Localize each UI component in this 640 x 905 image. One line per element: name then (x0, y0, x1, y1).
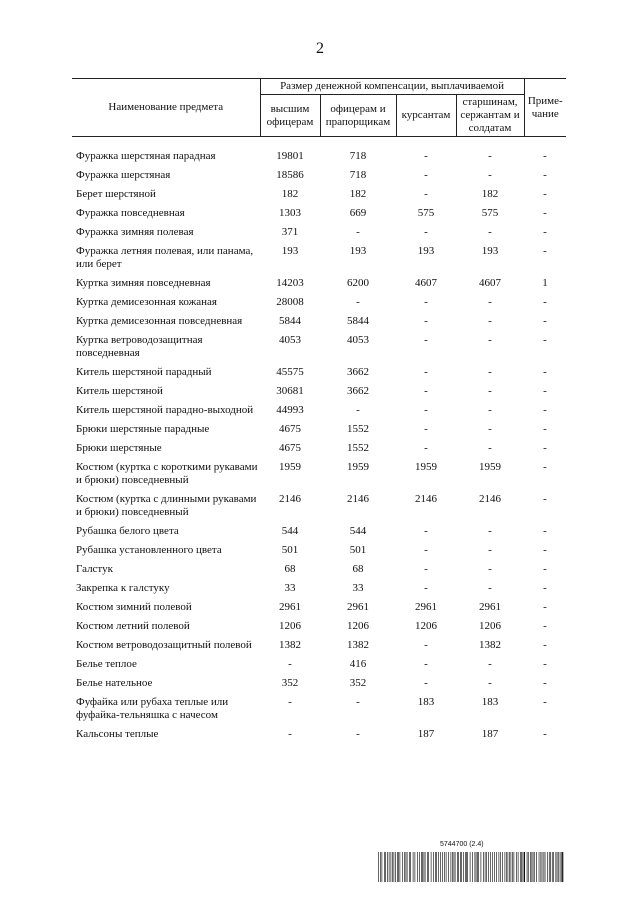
cadets-cell: - (424, 296, 428, 308)
cadets-cell: - (424, 188, 428, 200)
senior-officers-cell: 352 (281, 677, 299, 689)
item-name-cell: Китель шерстяной (76, 385, 163, 397)
note-cell: - (543, 696, 547, 708)
table-row (72, 420, 566, 439)
note-cell: - (543, 461, 547, 473)
item-name-cell: Кальсоны теплые (76, 728, 159, 740)
header-note: Приме- чание (524, 79, 566, 137)
senior-officers-cell: 4675 (279, 442, 301, 454)
table-row (72, 674, 566, 693)
table-row (72, 522, 566, 541)
table-row (72, 382, 566, 401)
item-name-cell: Закрепка к галстуку (76, 582, 170, 594)
barcode-caption: 5744700 (2.4) (440, 841, 484, 848)
senior-officers-cell: 182 (281, 188, 299, 200)
cadets-cell: - (424, 582, 428, 594)
officers-cell: 5844 (347, 315, 369, 327)
header-officers: офицерам и прапорщикам (320, 95, 396, 137)
item-name-cell: Куртка демисезонная повседневная (76, 315, 243, 327)
item-name-cell: Костюм ветроводозащитный полевой (76, 639, 252, 651)
officers-cell: 4053 (347, 334, 369, 346)
senior-officers-cell: 45575 (276, 366, 304, 378)
cadets-cell: 575 (417, 207, 435, 219)
sergeants-cell: - (488, 226, 492, 238)
note-cell: - (543, 658, 547, 670)
officers-cell: 2961 (347, 601, 369, 613)
note-cell: - (543, 366, 547, 378)
cadets-cell: - (424, 423, 428, 435)
table-row (72, 312, 566, 331)
officers-cell: 33 (352, 582, 364, 594)
header-senior-officers: высшим офицерам (260, 95, 320, 137)
table-row (72, 293, 566, 312)
table-row (72, 185, 566, 204)
note-cell: - (543, 315, 547, 327)
sergeants-cell: - (488, 582, 492, 594)
item-name-cell: Фуфайка или рубаха теплые или фуфайка-тельняшка с начесом (76, 696, 229, 721)
cadets-cell: - (424, 525, 428, 537)
table-row (72, 223, 566, 242)
table-row (72, 541, 566, 560)
officers-cell: 544 (349, 525, 367, 537)
officers-cell: 6200 (347, 277, 369, 289)
cadets-cell: - (424, 658, 428, 670)
sergeants-cell: - (488, 423, 492, 435)
item-name-cell: Галстук (76, 563, 113, 575)
officers-cell: - (356, 728, 360, 740)
sergeants-cell: - (488, 658, 492, 670)
senior-officers-cell: 18586 (276, 169, 304, 181)
cadets-cell: - (424, 677, 428, 689)
note-cell: - (543, 544, 547, 556)
senior-officers-cell: - (288, 728, 292, 740)
sergeants-cell: - (488, 334, 492, 346)
cadets-cell: - (424, 366, 428, 378)
senior-officers-cell: 33 (284, 582, 296, 594)
note-cell: - (543, 385, 547, 397)
sergeants-cell: - (488, 544, 492, 556)
table-row (72, 579, 566, 598)
note-cell: - (543, 677, 547, 689)
officers-cell: - (356, 404, 360, 416)
note-cell: - (543, 728, 547, 740)
sergeants-cell: - (488, 366, 492, 378)
note-cell: - (543, 245, 547, 257)
item-name-cell: Белье нательное (76, 677, 153, 689)
table-row (72, 274, 566, 293)
sergeants-cell: 193 (481, 245, 499, 257)
sergeants-cell: - (488, 150, 492, 162)
note-cell: - (543, 169, 547, 181)
item-name-cell: Фуражка зимняя полевая (76, 226, 194, 238)
cadets-cell: 1206 (415, 620, 437, 632)
sergeants-cell: - (488, 525, 492, 537)
item-name-cell: Фуражка шерстяная (76, 169, 171, 181)
sergeants-cell: 1206 (479, 620, 501, 632)
compensation-table (72, 78, 566, 744)
sergeants-cell: - (488, 442, 492, 454)
note-cell: - (543, 150, 547, 162)
table-row (72, 490, 566, 522)
table-row (72, 401, 566, 420)
item-name-cell: Китель шерстяной парадный (76, 366, 212, 378)
officers-cell: 2146 (347, 493, 369, 505)
item-name-cell: Берет шерстяной (76, 188, 156, 200)
item-name-cell: Китель шерстяной парадно-выходной (76, 404, 254, 416)
note-cell: - (543, 226, 547, 238)
item-name-cell: Костюм (куртка с короткими рукавами и брюки) повседневный (76, 461, 258, 486)
sergeants-cell: 4607 (479, 277, 501, 289)
senior-officers-cell: 544 (281, 525, 299, 537)
senior-officers-cell: 44993 (276, 404, 304, 416)
item-name-cell: Фуражка повседневная (76, 207, 185, 219)
officers-cell: 416 (349, 658, 367, 670)
note-cell: - (543, 563, 547, 575)
senior-officers-cell: 2146 (279, 493, 301, 505)
sergeants-cell: 1959 (479, 461, 501, 473)
barcode-image (378, 852, 564, 882)
cadets-cell: 1959 (415, 461, 437, 473)
cadets-cell: - (424, 544, 428, 556)
cadets-cell: - (424, 169, 428, 181)
cadets-cell: - (424, 315, 428, 327)
table-body (72, 137, 566, 745)
senior-officers-cell: 501 (281, 544, 299, 556)
item-name-cell: Костюм зимний полевой (76, 601, 192, 613)
item-name-cell: Брюки шерстяные (76, 442, 162, 454)
note-cell: - (543, 582, 547, 594)
sergeants-cell: - (488, 296, 492, 308)
senior-officers-cell: 1959 (279, 461, 301, 473)
cadets-cell: - (424, 150, 428, 162)
senior-officers-cell: 4675 (279, 423, 301, 435)
note-cell: - (543, 334, 547, 346)
item-name-cell: Куртка демисезонная кожаная (76, 296, 217, 308)
sergeants-cell: 182 (481, 188, 499, 200)
table-row (72, 439, 566, 458)
item-name-cell: Рубашка белого цвета (76, 525, 179, 537)
senior-officers-cell: 19801 (276, 150, 304, 162)
cadets-cell: - (424, 563, 428, 575)
note-cell: 1 (542, 277, 548, 289)
sergeants-cell: - (488, 169, 492, 181)
cadets-cell: 2146 (415, 493, 437, 505)
table-row (72, 725, 566, 744)
item-name-cell: Рубашка установленного цвета (76, 544, 222, 556)
note-cell: - (543, 207, 547, 219)
item-name-cell: Куртка ветроводозащитная повседневная (76, 334, 203, 359)
table-row (72, 242, 566, 274)
sergeants-cell: - (488, 315, 492, 327)
cadets-cell: - (424, 442, 428, 454)
item-name-cell: Куртка зимняя повседневная (76, 277, 211, 289)
senior-officers-cell: 68 (284, 563, 296, 575)
cadets-cell: - (424, 334, 428, 346)
table-row (72, 166, 566, 185)
sergeants-cell: - (488, 563, 492, 575)
page-number: 2 (316, 40, 324, 57)
table-row (72, 636, 566, 655)
header-compensation-group: Размер денежной компенсации, выплачиваемой (260, 79, 524, 95)
table-row (72, 598, 566, 617)
sergeants-cell: - (488, 404, 492, 416)
officers-cell: 718 (349, 150, 367, 162)
officers-cell: 182 (349, 188, 367, 200)
cadets-cell: - (424, 226, 428, 238)
senior-officers-cell: 1382 (279, 639, 301, 651)
note-cell: - (543, 188, 547, 200)
sergeants-cell: 575 (481, 207, 499, 219)
sergeants-cell: - (488, 385, 492, 397)
officers-cell: 1959 (347, 461, 369, 473)
officers-cell: 1382 (347, 639, 369, 651)
officers-cell: 1552 (347, 423, 369, 435)
cadets-cell: - (424, 639, 428, 651)
officers-cell: 669 (349, 207, 367, 219)
officers-cell: 352 (349, 677, 367, 689)
item-name-cell: Фуражка шерстяная парадная (76, 150, 216, 162)
cadets-cell: 4607 (415, 277, 437, 289)
officers-cell: - (356, 296, 360, 308)
table-row (72, 204, 566, 223)
officers-cell: - (356, 226, 360, 238)
item-name-cell: Фуражка летняя полевая, или панама, или берет (76, 245, 254, 270)
cadets-cell: 187 (417, 728, 435, 740)
header-sergeants: старшинам, сержантам и солдатам (456, 95, 524, 137)
table-row (72, 560, 566, 579)
senior-officers-cell: 14203 (276, 277, 304, 289)
cadets-cell: 2961 (415, 601, 437, 613)
table-row (72, 655, 566, 674)
table-row (72, 617, 566, 636)
cadets-cell: - (424, 385, 428, 397)
senior-officers-cell: 1206 (279, 620, 301, 632)
officers-cell: 718 (349, 169, 367, 181)
officers-cell: 193 (349, 245, 367, 257)
sergeants-cell: 2146 (479, 493, 501, 505)
cadets-cell: 183 (417, 696, 435, 708)
item-name-cell: Костюм летний полевой (76, 620, 190, 632)
officers-cell: 3662 (347, 366, 369, 378)
table-row (72, 458, 566, 490)
note-cell: - (543, 493, 547, 505)
senior-officers-cell: 4053 (279, 334, 301, 346)
sergeants-cell: 1382 (479, 639, 501, 651)
senior-officers-cell: 5844 (279, 315, 301, 327)
note-cell: - (543, 296, 547, 308)
officers-cell: 3662 (347, 385, 369, 397)
table-row (72, 147, 566, 166)
sergeants-cell: 183 (481, 696, 499, 708)
officers-cell: 501 (349, 544, 367, 556)
item-name-cell: Брюки шерстяные парадные (76, 423, 210, 435)
table-row (72, 693, 566, 725)
senior-officers-cell: 1303 (279, 207, 301, 219)
note-cell: - (543, 442, 547, 454)
sergeants-cell: - (488, 677, 492, 689)
senior-officers-cell: 2961 (279, 601, 301, 613)
note-cell: - (543, 620, 547, 632)
table-row (72, 363, 566, 382)
senior-officers-cell: 371 (281, 226, 299, 238)
senior-officers-cell: - (288, 658, 292, 670)
header-item-name: Наименование предмета (72, 79, 260, 137)
officers-cell: - (356, 696, 360, 708)
officers-cell: 1206 (347, 620, 369, 632)
note-cell: - (543, 601, 547, 613)
cadets-cell: - (424, 404, 428, 416)
note-cell: - (543, 639, 547, 651)
cadets-cell: 193 (417, 245, 435, 257)
note-cell: - (543, 525, 547, 537)
senior-officers-cell: 30681 (276, 385, 304, 397)
item-name-cell: Костюм (куртка с длинными рукавами и брюки) повседневный (76, 493, 257, 518)
sergeants-cell: 187 (481, 728, 499, 740)
sergeants-cell: 2961 (479, 601, 501, 613)
header-cadets: курсантам (396, 95, 456, 137)
table-row (72, 331, 566, 363)
note-cell: - (543, 423, 547, 435)
senior-officers-cell: 193 (281, 245, 299, 257)
senior-officers-cell: - (288, 696, 292, 708)
senior-officers-cell: 28008 (276, 296, 304, 308)
officers-cell: 1552 (347, 442, 369, 454)
note-cell: - (543, 404, 547, 416)
officers-cell: 68 (352, 563, 364, 575)
item-name-cell: Белье теплое (76, 658, 137, 670)
